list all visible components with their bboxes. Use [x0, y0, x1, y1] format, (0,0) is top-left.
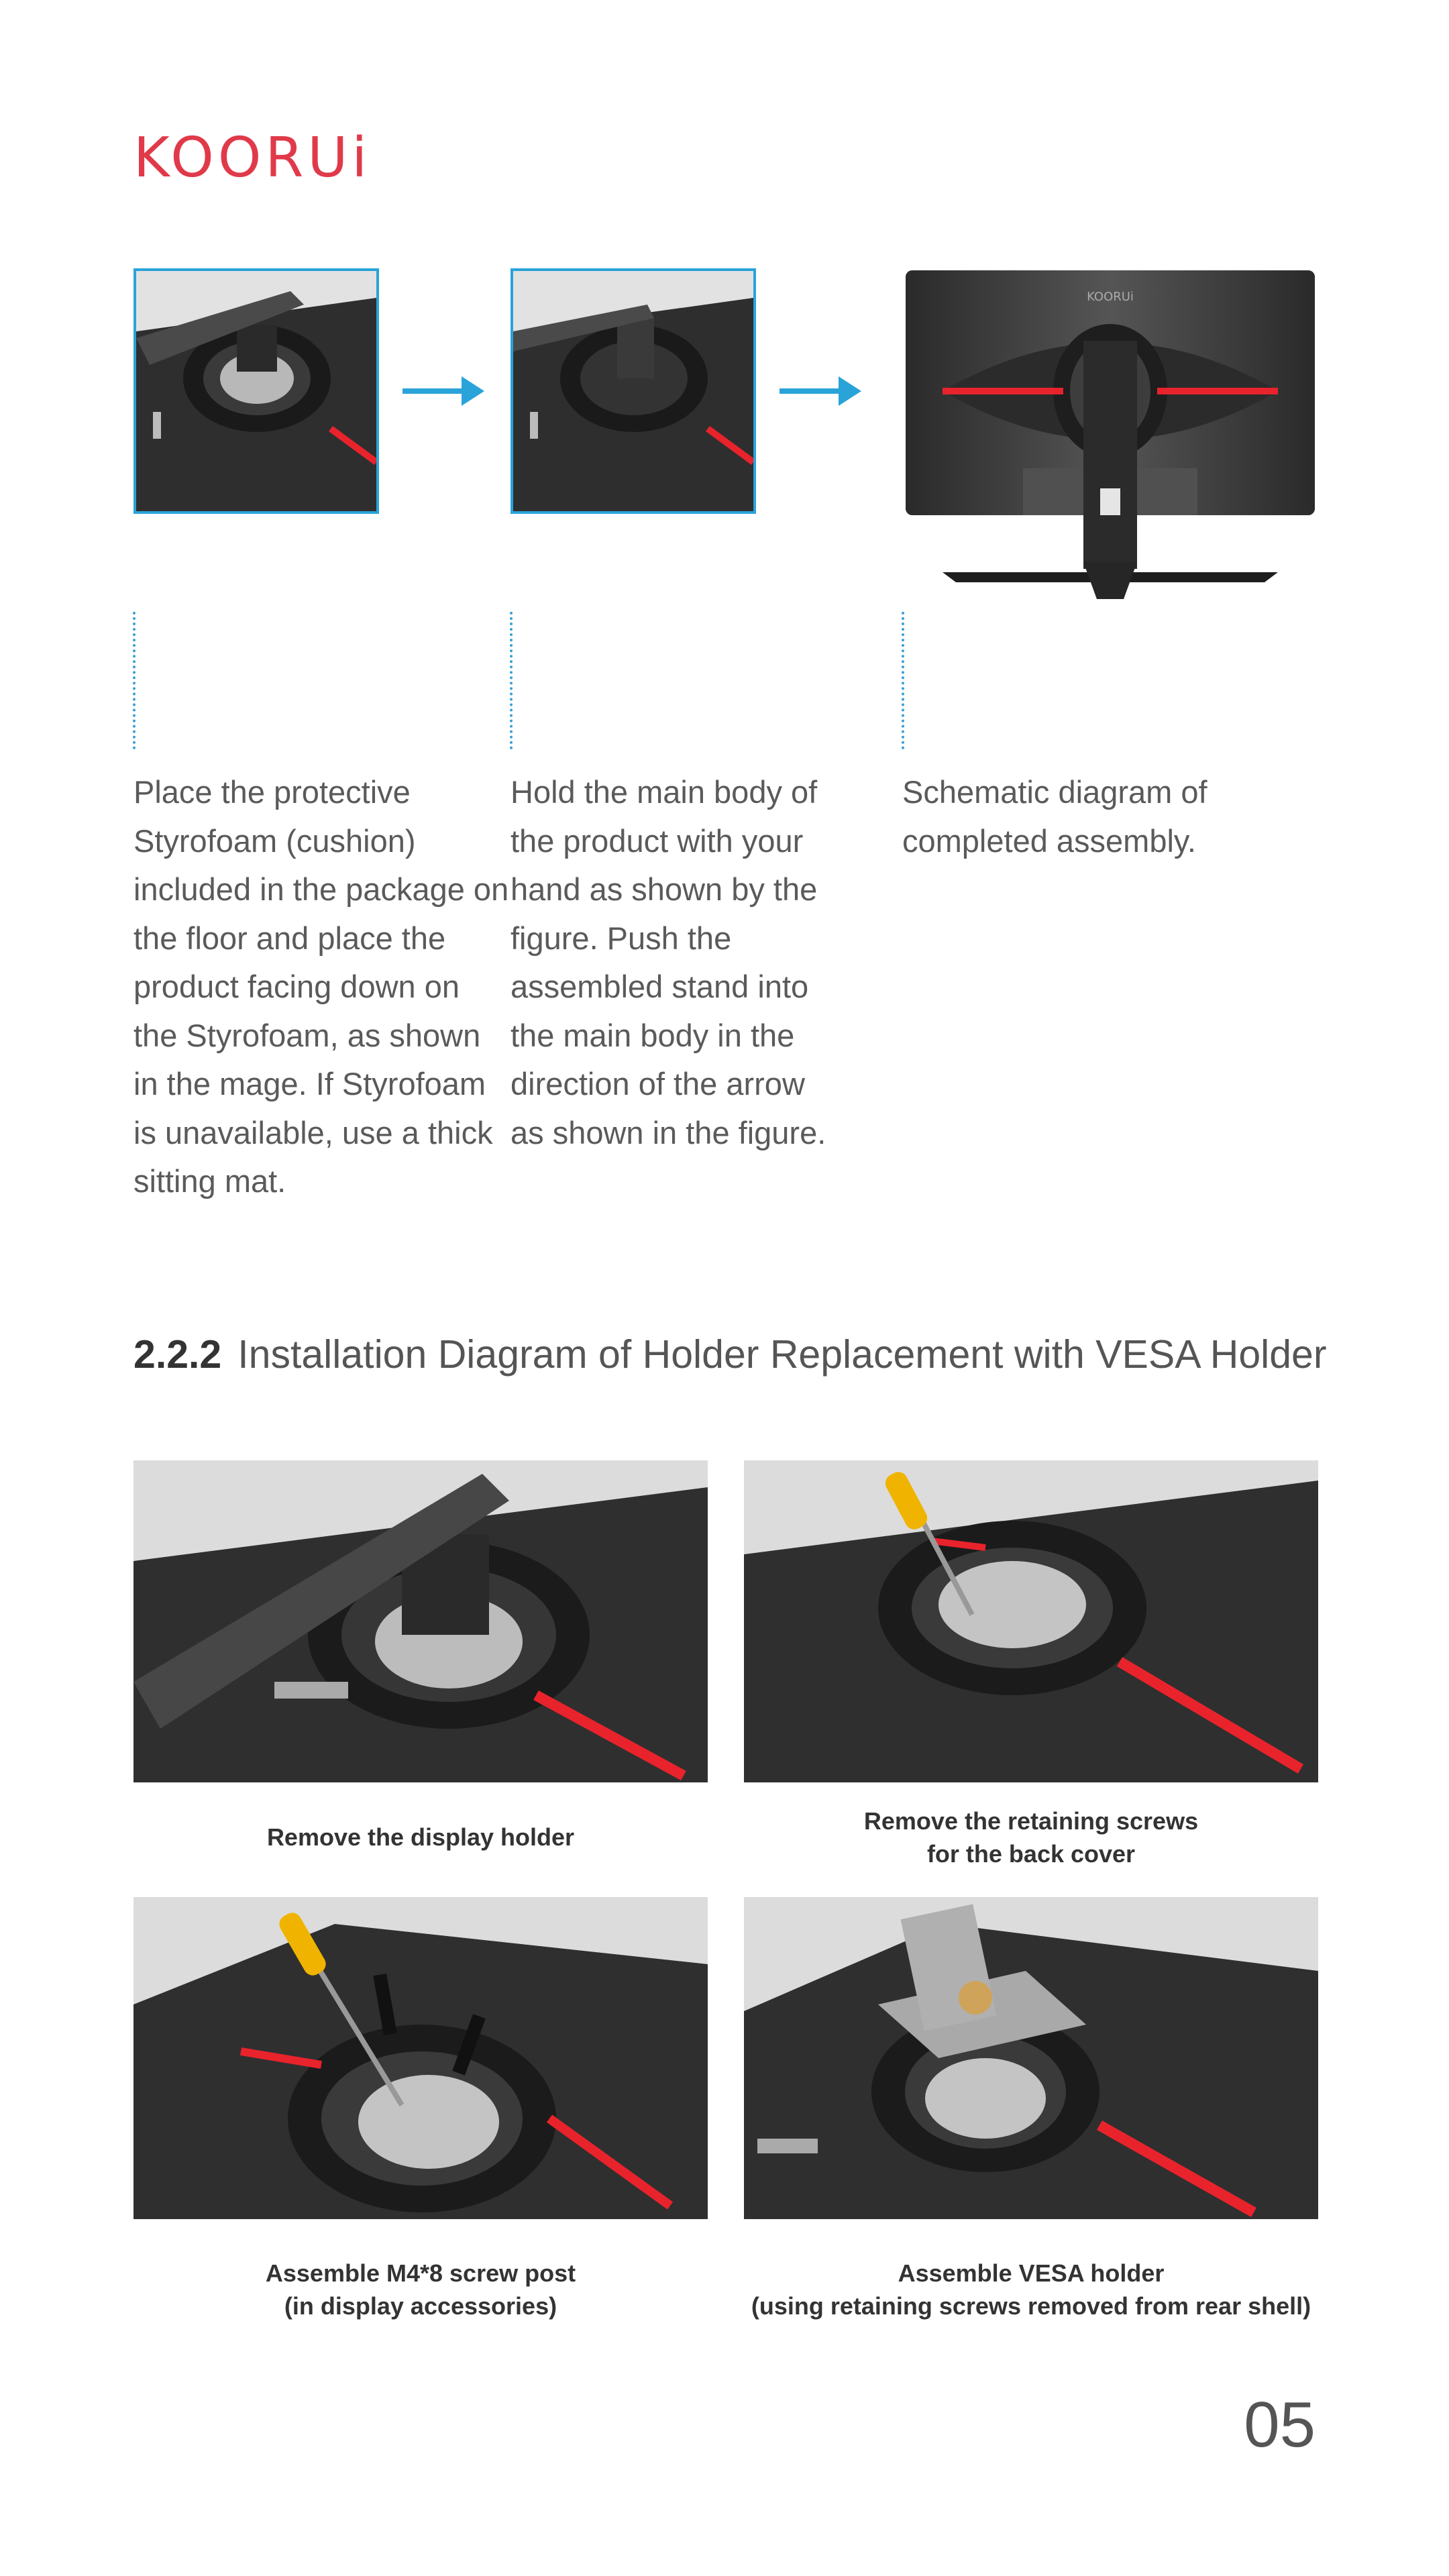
arrow-right-icon — [402, 388, 463, 394]
remove-holder-illustration — [133, 1460, 708, 1782]
caption-panel-1 — [133, 1821, 708, 1854]
caption-panel-3 — [133, 2257, 708, 2322]
screw-post-illustration — [133, 1897, 708, 2219]
step-2-image — [511, 268, 756, 514]
caption-line: Remove the retaining screws — [863, 1807, 1199, 1835]
step-2-text: Hold the main body of the product with your hand as shown by the figure. Push the assembled stand into the main body in the direction of the arrow as shown in the figure. — [511, 774, 826, 1150]
arrow-head-icon — [462, 376, 484, 406]
caption-line: (in display accessories) — [284, 2292, 557, 2320]
connector-line — [902, 612, 904, 749]
section-heading — [133, 1332, 1327, 1377]
panel-vesa-holder — [744, 1897, 1318, 2219]
panel-remove-screws — [744, 1460, 1318, 1782]
vesa-holder-illustration — [744, 1897, 1318, 2219]
monitor-logo-text: KOORUi — [1087, 290, 1134, 304]
caption-panel-2 — [744, 1805, 1318, 1870]
step-1-text: Place the protective Styrofoam (cushion) included in the package on the floor and place the product facing down on the Styrofoam, as shown in the mage. If Styrofoam is unavailable, use a thick sitting mat. — [133, 774, 509, 1199]
step-1-image — [133, 268, 379, 514]
brand-logo: KOORUi — [133, 126, 372, 190]
section-title: Installation Diagram of Holder Replacement with VESA Holder — [237, 1332, 1327, 1377]
section-number: 2.2.2 — [133, 1332, 222, 1377]
caption-line: Remove the display holder — [266, 1823, 575, 1851]
caption-line: for the back cover — [926, 1840, 1136, 1868]
caption-panel-4 — [744, 2257, 1318, 2322]
connector-line — [133, 612, 136, 749]
assembled-monitor-illustration — [902, 267, 1318, 602]
arrow-right-icon — [780, 388, 840, 394]
remove-screws-illustration — [744, 1460, 1318, 1782]
panel-remove-holder — [133, 1460, 708, 1782]
caption-line: Assemble M4*8 screw post — [265, 2259, 576, 2287]
monitor-stand-detach-illustration — [136, 271, 376, 511]
caption-line: Assemble VESA holder — [898, 2259, 1165, 2287]
page-number: 05 — [1244, 2389, 1316, 2461]
panel-screw-post — [133, 1897, 708, 2219]
arrow-head-icon — [839, 376, 861, 406]
monitor-stand-attach-illustration — [513, 271, 753, 511]
caption-line: (using retaining screws removed from rear shell) — [751, 2292, 1311, 2320]
step-3-text: Schematic diagram of completed assembly. — [902, 774, 1208, 859]
connector-line — [510, 612, 513, 749]
step-3-image — [902, 267, 1318, 602]
